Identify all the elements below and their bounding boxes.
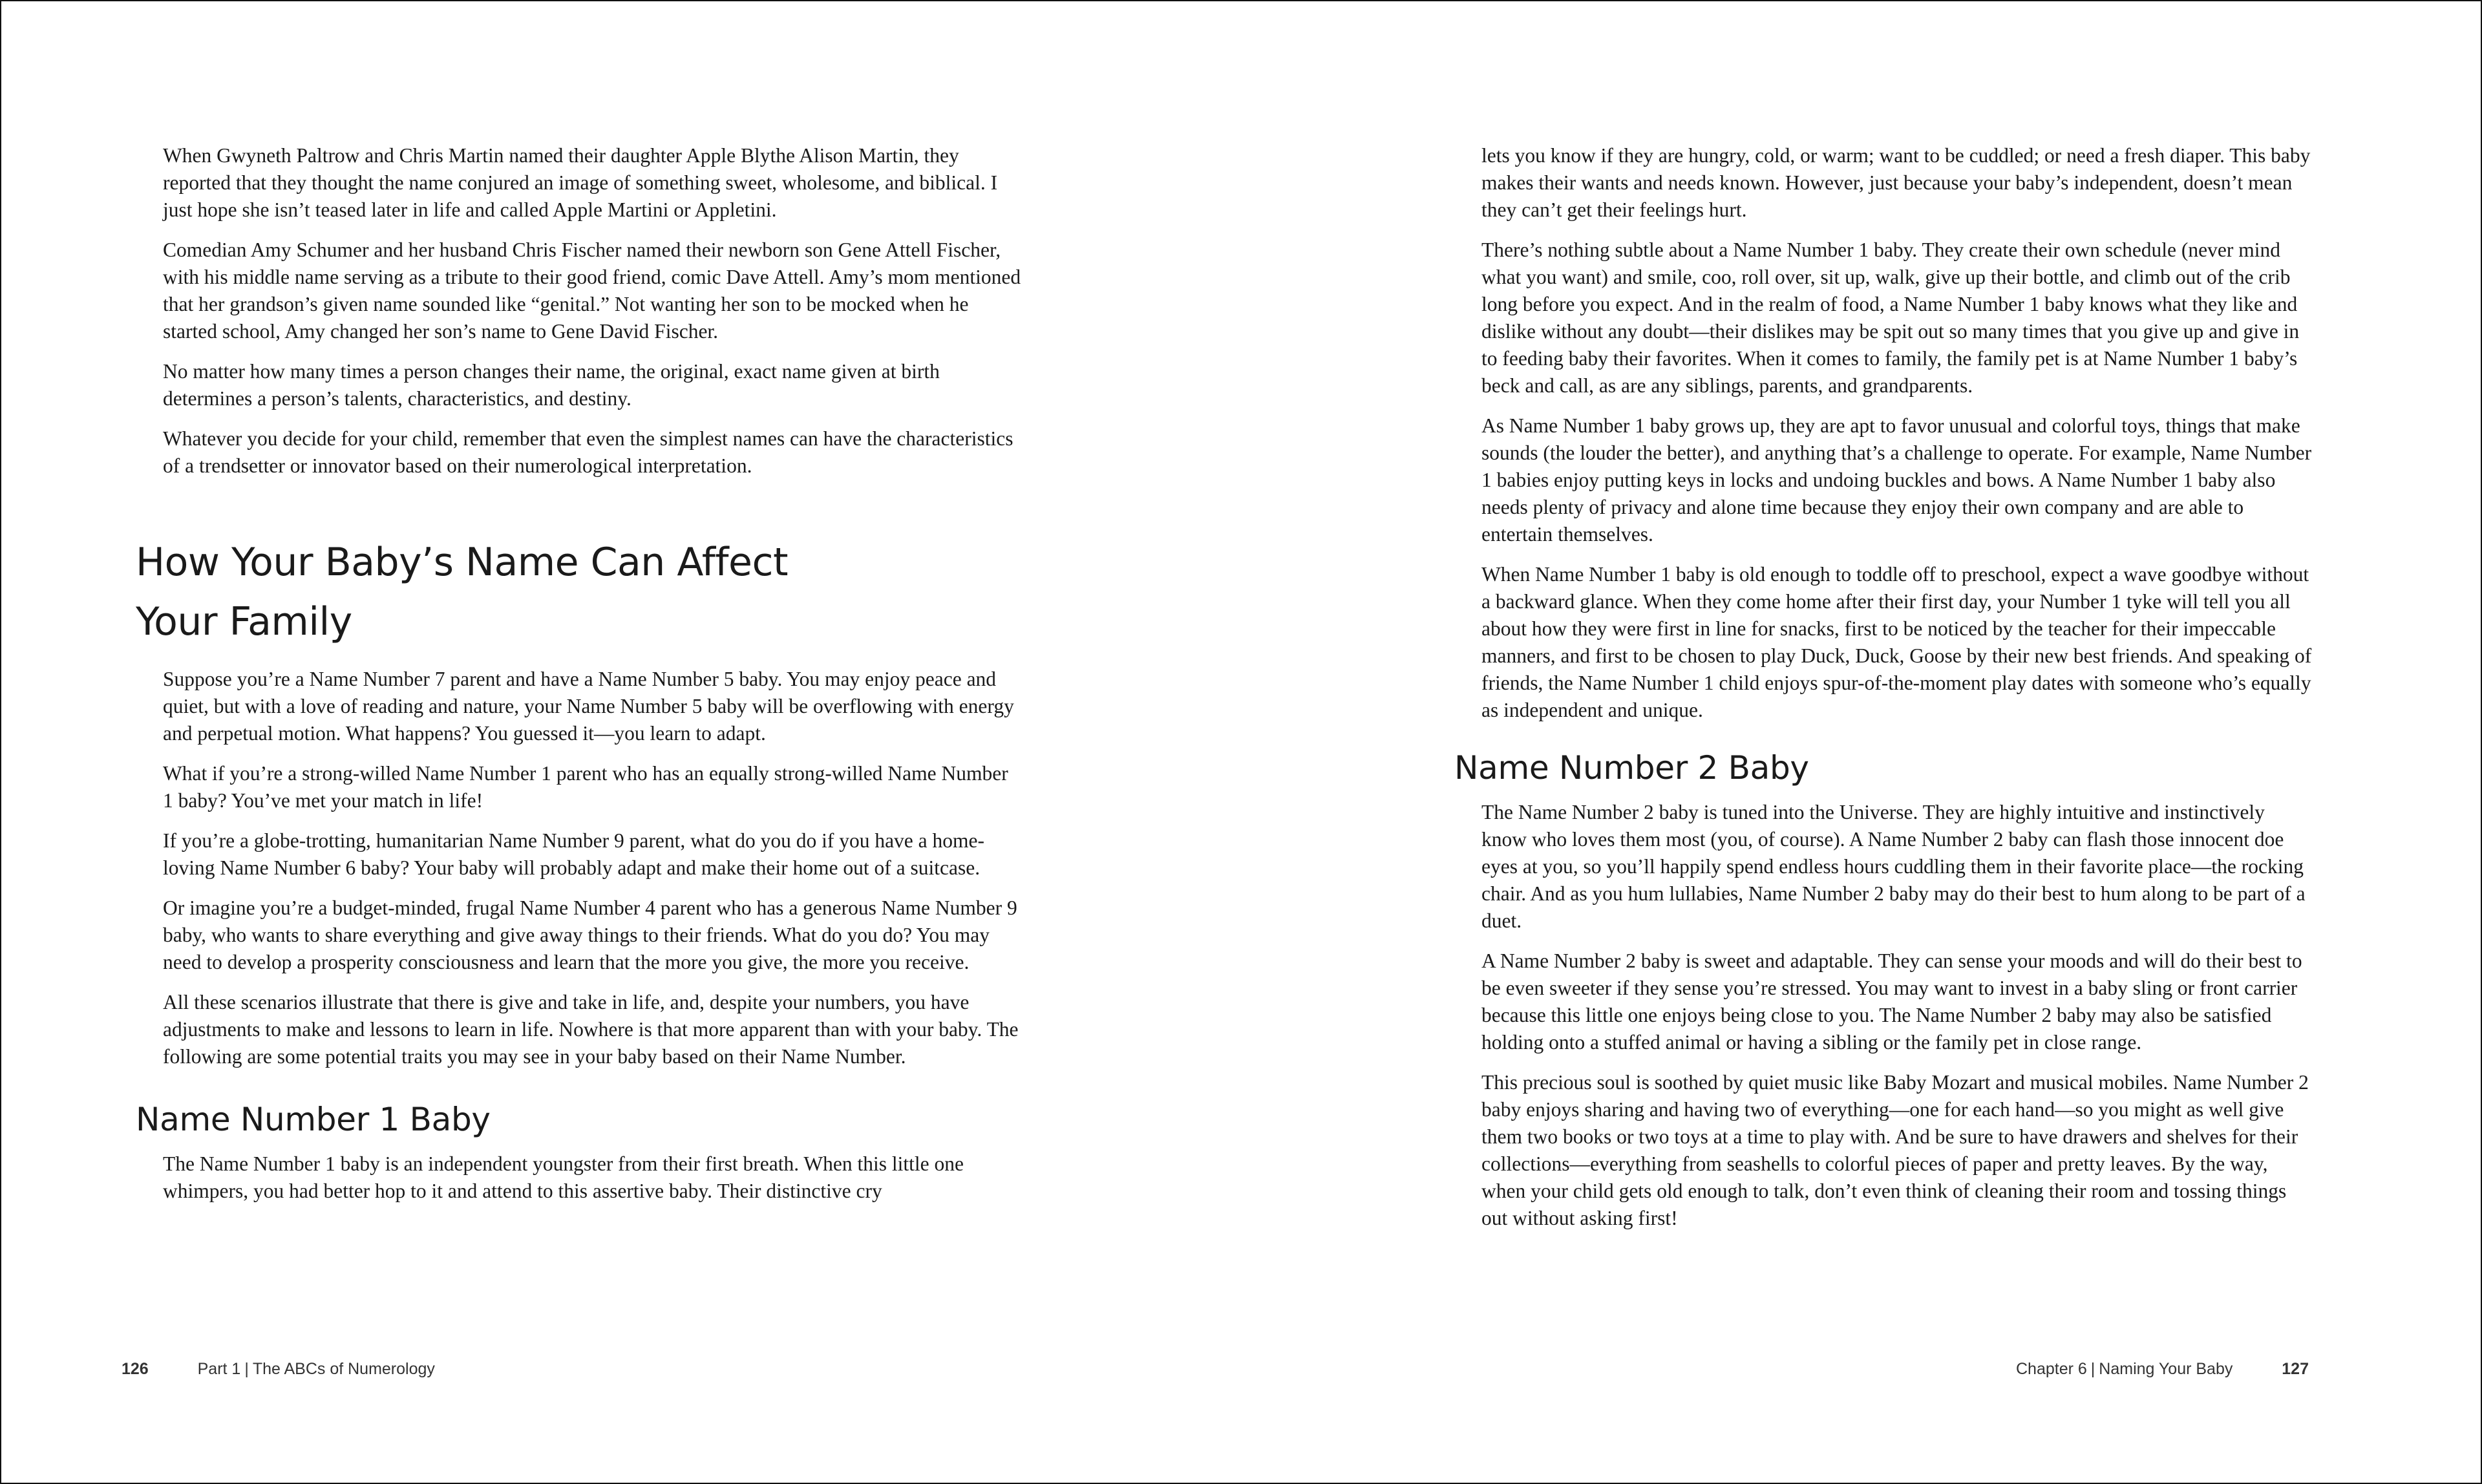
footer-separator: | [244,1360,249,1378]
left-page-text-column [136,142,1021,1218]
continued-paragraph-4: When Name Number 1 baby is old enough to toddle off to preschool, expect a wave goodbye without a backward glance. When they come home after their first day, your Number 1 tyke will tell you all about how they were first in line for snacks, first to be noticed by the teacher for their impeccable manners, and first to be chosen to play Duck, Duck, Goose by their new best friends. And speaking of friends, the Name Number 1 child enjoys spur-of-the-moment play dates with someone who’s equally as independent and unique. [1481,563,2312,721]
footer-part: Part 1 [197,1360,241,1378]
continued-paragraph-1: lets you know if they are hungry, cold, or warm; want to be cuddled; or need a fresh diaper. This baby makes their wants and needs known. However, just because your baby’s independent, doesn’t mean they can’t get their feelings hurt. [1481,144,2311,221]
section-heading-line-2: Your Family [136,599,352,644]
section-heading [136,533,1021,652]
right-page [1241,0,2482,1484]
footer-separator: | [2090,1360,2095,1378]
name-number-2-paragraph-3: This precious soul is soothed by quiet music like Baby Mozart and musical mobiles. Name Number 2 baby enjoys sharing and having two of everything—one for each hand—so you might as well give them two books or two toys at a time to play with. And be sure to have drawers and shelves for their collections—everything from seashells to colorful pieces of paper and pretty leaves. By the way, when your child gets old enough to talk, don’t even think of cleaning their room and tossing things out without asking first! [1481,1071,2309,1229]
section-paragraph-3: If you’re a globe-trotting, humanitarian Name Number 9 parent, what do you do if you have a home-loving Name Number 6 baby? Your baby will probably adapt and make their home out of a suitcase. [163,829,984,879]
section-paragraph-5: All these scenarios illustrate that there is give and take in life, and, despite your numbers, you have adjustments to make and lessons to learn in life. Nowhere is that more apparent than with your baby. The following are some potential traits you may see in your baby based on their Name Number. [163,991,1019,1068]
section-paragraph-2: What if you’re a strong-willed Name Number 1 parent who has an equally strong-willed Name Number 1 baby? You’ve met your match in life! [163,762,1008,812]
name-number-1-paragraph-1: The Name Number 1 baby is an independent youngster from their first breath. When this little one whimpers, you had better hop to it and attend to this assertive baby. Their distinctive cry [163,1152,964,1202]
name-number-2-paragraph-1: The Name Number 2 baby is tuned into the Universe. They are highly intuitive and instinctively know who loves them most (you, of course). A Name Number 2 baby can flash those innocent doe eyes at you, so you’ll happily spend endless hours cuddling them in their favorite place—the rocking chair. And as you hum lullabies, Name Number 2 baby may do their best to hum along to be part of a duet. [1481,801,2306,932]
intro-paragraph-4: Whatever you decide for your child, remember that even the simplest names can have the characteristics of a trendsetter or innovator based on their numerological interpretation. [163,427,1013,477]
name-number-2-paragraph-2: A Name Number 2 baby is sweet and adaptable. They can sense your moods and will do their best to be even sweeter if they sense you’re stressed. You may want to invest in a baby sling or front carrier because this little one enjoys being close to you. The Name Number 2 baby may also be satisfied holding onto a stuffed animal or having a sibling or the family pet in close range. [1481,949,2302,1054]
section-heading-line-1: How Your Baby’s Name Can Affect [136,540,788,585]
left-page-footer [122,1360,435,1379]
section-paragraph-4: Or imagine you’re a budget-minded, frugal Name Number 4 parent who has a generous Name Number 9 baby, who wants to share everything and give away things to their friends. What do you do? You may need to develop a prosperity consciousness and learn that the more you give, the more you receive. [163,896,1017,973]
intro-paragraph-3: No matter how many times a person changes their name, the original, exact name given at birth determines a person’s talents, characteristics, and destiny. [163,360,940,410]
subheading-name-number-2-baby: Name Number 2 Baby [1454,749,1809,787]
footer-chapter-title: Naming Your Baby [2099,1360,2233,1378]
page-number-right: 127 [2282,1360,2309,1378]
right-page-footer [2016,1360,2309,1379]
subheading-name-number-1-baby: Name Number 1 Baby [136,1101,491,1138]
continued-paragraph-2: There’s nothing subtle about a Name Number 1 baby. They create their own schedule (never mind what you want) and smile, coo, roll over, sit up, walk, give up their bottle, and climb out of the crib long before you expect. And in the realm of food, a Name Number 1 baby knows what they like and dislike without any doubt—their dislikes may be spit out so many times that you give up and give in to feeding baby their favorites. When it comes to family, the family pet is at Name Number 1 baby’s beck and call, as are any siblings, parents, and grandparents. [1481,238,2300,397]
footer-part-title: The ABCs of Numerology [252,1360,435,1378]
right-page-text-column [1454,142,2314,1245]
page-number-left: 126 [122,1360,149,1378]
intro-paragraph-1: When Gwyneth Paltrow and Chris Martin named their daughter Apple Blythe Alison Martin, they reported that they thought the name conjured an image of something sweet, wholesome, and biblical. I just hope she isn’t teased later in life and called Apple Martini or Appletini. [163,144,998,221]
intro-paragraph-2: Comedian Amy Schumer and her husband Chris Fischer named their newborn son Gene Attell Fischer, with his middle name serving as a tribute to their good friend, comic Dave Attell. Amy’s mom mentioned that her grandson’s given name sounded like “genital.” Not wanting her son to be mocked when he started school, Amy changed her son’s name to Gene David Fischer. [163,238,1021,343]
footer-chapter: Chapter 6 [2015,1360,2087,1378]
section-paragraph-1: Suppose you’re a Name Number 7 parent and have a Name Number 5 baby. You may enjoy peace and quiet, but with a love of reading and nature, your Name Number 5 baby will be overflowing with energy and perpetual motion. What happens? You guessed it—you learn to adapt. [163,668,1014,745]
continued-paragraph-3: As Name Number 1 baby grows up, they are apt to favor unusual and colorful toys, things that make sounds (the louder the better), and anything that’s a challenge to operate. For example, Name Number 1 babies enjoy putting keys in locks and undoing buckles and bows. A Name Number 1 baby also needs plenty of privacy and alone time because they enjoy their own company and are able to entertain themselves. [1481,414,2312,546]
